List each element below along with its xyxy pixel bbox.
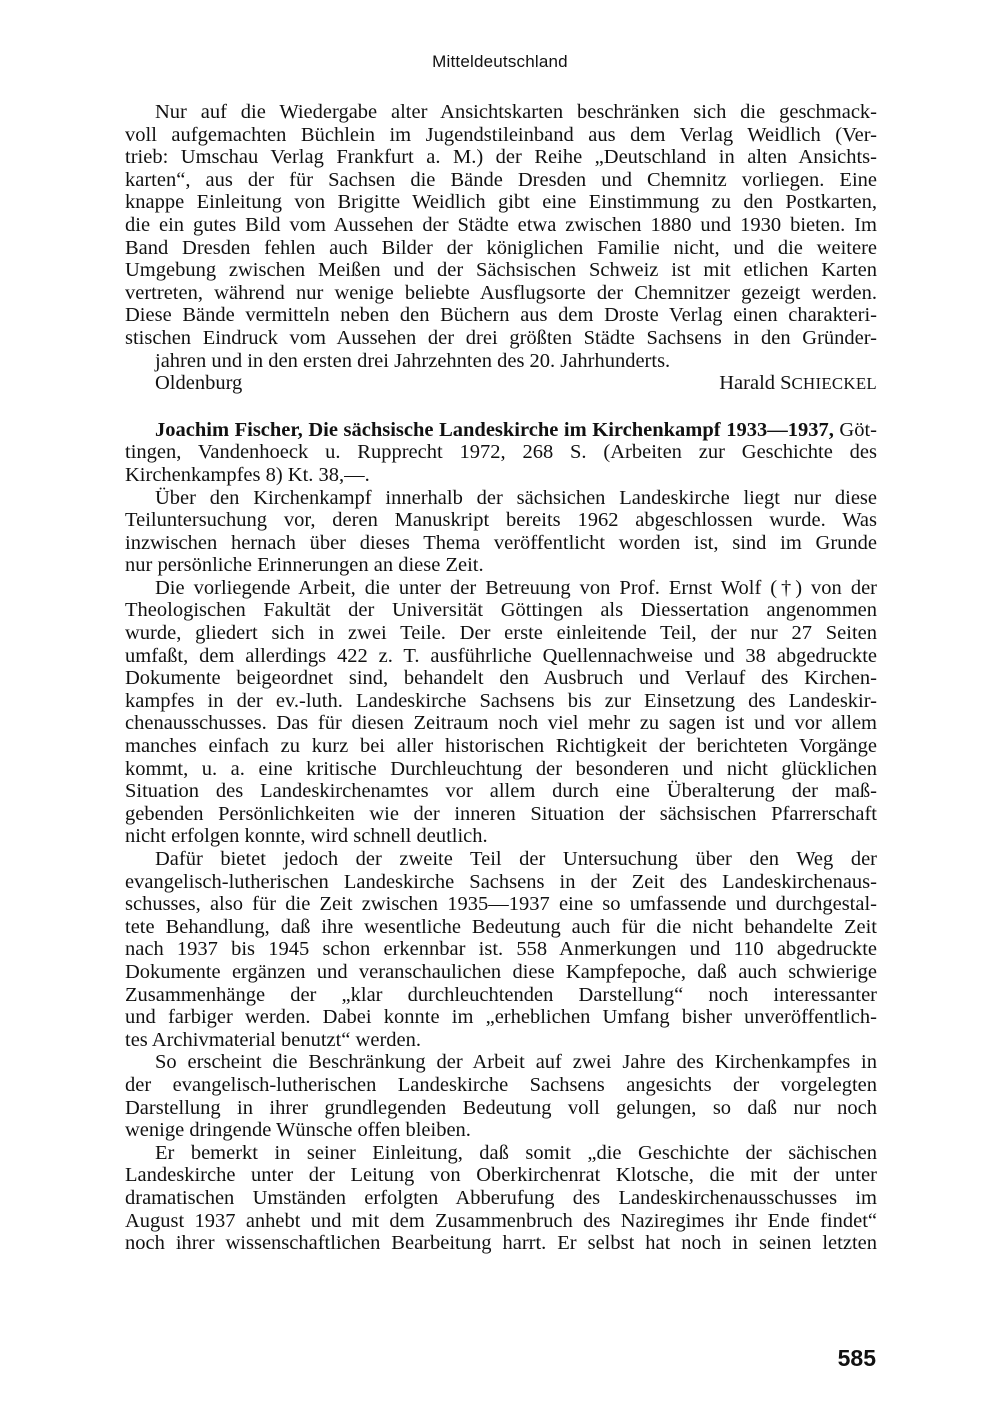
section-gap [125, 396, 877, 419]
text-line: jahren und in den ersten drei Jahrzehnten des 20. Jahrhunderts. [155, 349, 671, 372]
text-line: Theologischen Fakultät der Universität Göttingen als Diessertation angenommen [125, 599, 877, 622]
text-line: nach 1937 bis 1945 schon erkennbar ist. 558 Anmerkungen und 110 abgedruckte [125, 938, 877, 961]
text-line: inzwischen hernach über dieses Thema veröffentlicht worden ist, sind im Grunde [125, 531, 877, 554]
text-line: schusses, also für die Zeit zwischen 1935—1937 eine so umfassende und durchgestal- [125, 893, 877, 916]
text-line: vertreten, während nur wenige beliebte Ausflugsorte der Chemnitzer gezeigt werden. [125, 281, 877, 304]
text-line: Zusammenhänge der „klar durchleuchtenden Darstellung“ noch interessanter [125, 983, 877, 1006]
text-line: Dokumente ergänzen und veranschaulichen diese Kampfepoche, daß auch schwierige [125, 960, 877, 983]
reviewer-surname-initial: S [780, 372, 792, 395]
paragraph [125, 577, 877, 848]
text-line: tete Behandlung, daß ihre wesentliche Bedeutung auch für die nicht behandelte Zeit [125, 915, 877, 938]
text-line: nicht erfolgen konnte, wird schnell deutlich. [125, 825, 488, 848]
running-head: Mitteldeutschland [432, 52, 568, 71]
text-line: Die vorliegende Arbeit, die unter der Betreuung von Prof. Ernst Wolf (†) von der [155, 576, 877, 599]
review-title-rest: Göt- [833, 418, 877, 441]
text-line: kampfes in der ev.-luth. Landeskirche Sachsens bis zur Einsetzung des Landeskir- [125, 689, 877, 712]
page-number: 585 [837, 1345, 876, 1371]
biblio-line: Kirchenkampfes 8) Kt. 38,—. [125, 463, 370, 486]
text-line: Dafür bietet jedoch der zweite Teil der Untersuchung über den Weg der [155, 848, 877, 870]
text-line: knappe Einleitung von Brigitte Weidlich gibt eine Einstimmung zu den Postkarten, [125, 191, 877, 214]
review-1 [125, 101, 877, 396]
text-line: gebenden Persönlichkeiten wie der inneren Situation der sächsischen Pfarrerschaft [125, 802, 877, 825]
text-line: karten“, aus der für Sachsen die Bände Dresden und Chemnitz vorliegen. Eine [125, 168, 877, 191]
text-line: So erscheint die Beschränkung der Arbeit auf zwei Jahre des Kirchenkampfes in [155, 1051, 877, 1074]
review-title-line [125, 419, 877, 442]
text-line: noch ihrer wissenschaftlichen Bearbeitung harrt. Er selbst hat noch in seinen letzten [125, 1232, 877, 1255]
text-line: Dokumente beigeordnet sind, behandelt den Ausbruch und Verlauf des Kirchen- [125, 667, 877, 690]
text-line: manches einfach zu kurz bei aller historischen Richtigkeit der berichteten Vorgänge [125, 735, 877, 758]
text-line: wenige dringende Wünsche offen bleiben. [125, 1119, 471, 1142]
paragraph [125, 848, 877, 1051]
text-line: die ein gutes Bild vom Aussehen der Städte etwa zwischen 1880 und 1930 bieten. Im [125, 213, 877, 236]
text-line: Landeskirche unter der Leitung von Oberkirchenrat Klotsche, die mit der unter [125, 1164, 877, 1187]
text-line: Darstellung in ihrer grundlegenden Bedeutung voll gelungen, so daß nur noch [125, 1096, 877, 1119]
text-line: August 1937 anhebt und mit dem Zusammenbruch des Naziregimes ihr Ende findet“ [125, 1209, 877, 1232]
text-line: Diese Bände vermitteln neben den Büchern aus dem Droste Verlag einen charakteri- [125, 304, 877, 327]
reviewer-name [719, 372, 877, 396]
body-text [125, 101, 877, 1255]
text-line: Nur auf die Wiedergabe alter Ansichtskarten beschränken sich die geschmack- [155, 101, 877, 123]
signature-line [125, 372, 877, 396]
text-line: und farbiger werden. Dabei konnte im „erheblichen Umfang bisher unveröffentlich- [125, 1006, 877, 1029]
paragraph [125, 1051, 877, 1141]
text-line: nur persönliche Erinnerungen an diese Zeit. [125, 554, 484, 577]
reviewer-first-name: Harald [719, 372, 776, 395]
text-line: Über den Kirchenkampf innerhalb der sächsichen Landeskirche liegt nur diese [155, 486, 877, 509]
text-line: wurde, gliedert sich in zwei Teile. Der erste einleitende Teil, der nur 27 Seiten [125, 622, 877, 645]
text-line: tes Archivmaterial benutzt“ werden. [125, 1028, 421, 1051]
text-line: evangelisch-lutherischen Landeskirche Sachsens in der Zeit des Landeskirchenaus- [125, 870, 877, 893]
text-line: voll aufgemachten Büchlein im Jugendstileinband aus dem Verlag Weidlich (Ver- [125, 123, 877, 146]
review-2 [125, 419, 877, 1255]
review-title: Joachim Fischer, Die sächsische Landeskirche im Kirchenkampf 1933—1937, [155, 418, 834, 441]
text-line: Er bemerkt in seiner Einleitung, daß somit „die Geschichte der sächischen [155, 1141, 877, 1164]
paragraph [125, 1142, 877, 1255]
text-line: chenausschusses. Das für diesen Zeitraum noch viel mehr zu sagen ist und vor allem [125, 712, 877, 735]
reviewer-surname-rest: CHIECKEL [791, 374, 877, 394]
text-line: Umgebung zwischen Meißen und der Sächsischen Schweiz ist mit etlichen Karten [125, 259, 877, 282]
reviewer-place: Oldenburg [155, 372, 243, 395]
text-line: trieb: Umschau Verlag Frankfurt a. M.) der Reihe „Deutschland in alten Ansichts- [125, 146, 877, 169]
text-line: Situation des Landeskirchenamtes vor allem durch eine Überalterung der maß- [125, 780, 877, 803]
text-line: kommt, u. a. eine kritische Durchleuchtung der besonderen und nicht glücklichen [125, 757, 877, 780]
text-line: Teiluntersuchung vor, deren Manuskript bereits 1962 abgeschlossen wurde. Was [125, 509, 877, 532]
text-line: Band Dresden fehlen auch Bilder der königlichen Familie nicht, und die weitere [125, 236, 877, 259]
text-line: der evangelisch-lutherischen Landeskirche Sachsens angesichts der vorgelegten [125, 1073, 877, 1096]
text-line: dramatischen Umständen erfolgten Abberufung des Landeskirchenausschusses im [125, 1186, 877, 1209]
text-line: stischen Eindruck vom Aussehen der drei größten Städte Sachsens in den Gründer- [125, 326, 877, 349]
paragraph [125, 487, 877, 577]
text-line: umfaßt, dem allerdings 422 z. T. ausführliche Quellennachweise und 38 abgedruckte [125, 644, 877, 667]
biblio-line: tingen, Vandenhoeck u. Rupprecht 1972, 268 S. (Arbeiten zur Geschichte des [125, 441, 877, 464]
